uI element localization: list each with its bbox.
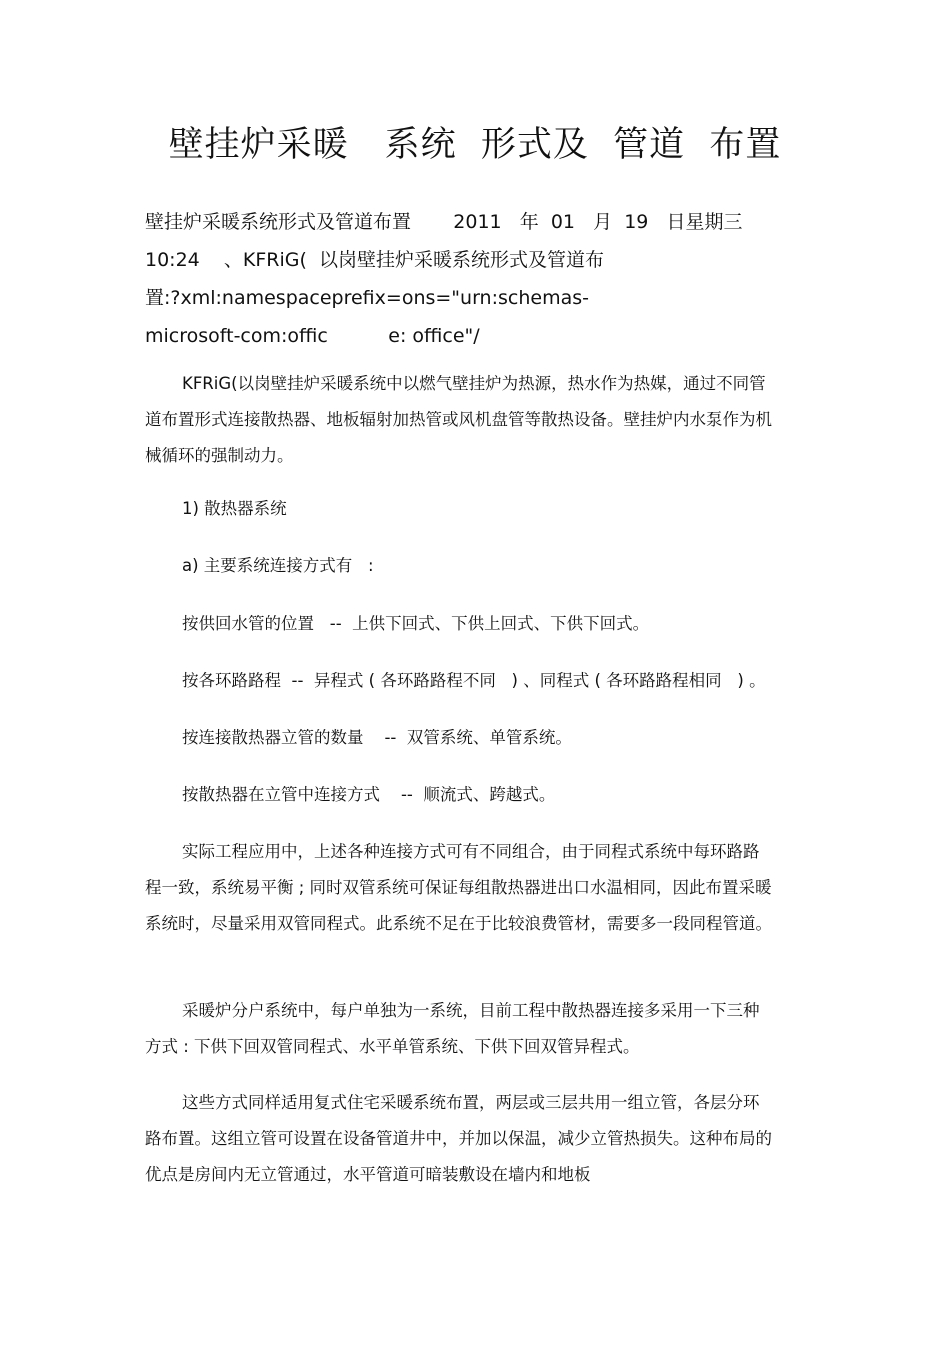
intro-paragraph: KFRiG(以岗壁挂炉采暖系统中以燃气壁挂炉为热源，热水作为热媒，通过不同管道布置形式连接散热器、地板辐射加热管或风机盘管等散热设备。壁挂炉内水泵作为机械循环的强制动力。	[145, 374, 772, 465]
paragraph-household-system: 采暖炉分户系统中，每户单独为一系统，目前工程中散热器连接多采用一下三种方式 : 下供下回双管同程式、水平单管系统、下供下回双管异程式。	[145, 1001, 760, 1056]
header-line-1: 壁挂炉采暖系统形式及管道布置 2011 年 01 月 19 日星期三	[145, 211, 743, 233]
method-riser-connection: 按散热器在立管中连接方式 -- 顺流式、跨越式。	[182, 785, 556, 804]
header-line-2: 10:24 、KFRiG( 以岗壁挂炉采暖系统形式及管道布	[145, 249, 604, 271]
paragraph-duplex-layout: 这些方式同样适用复式住宅采暖系统布置，两层或三层共用一组立管，各层分环路布置。这组立管可设置在设备管道井中，并加以保温，减少立管热损失。这种布局的优点是房间内无立管通过，水平管道可暗装敷设在墙内和地板	[145, 1093, 772, 1184]
section-heading-radiator: 1) 散热器系统	[182, 499, 287, 518]
document-title: 壁挂炉采暖 系统 形式及 管道 布置	[168, 125, 782, 165]
header-line-4: microsoft-com:offic e: office"/	[145, 325, 480, 347]
article-header	[145, 203, 785, 355]
header-line-3: 置:?xml:namespaceprefix=ons="urn:schemas-	[145, 287, 589, 309]
method-loop-path: 按各环路路程 -- 异程式 ( 各环路路程不同 ) 、同程式 ( 各环路路程相同 ) 。	[182, 671, 766, 690]
subsection-heading-connection: a) 主要系统连接方式有 :	[182, 556, 374, 575]
method-supply-return: 按供回水管的位置 -- 上供下回式、下供上回式、下供下回式。	[182, 614, 650, 633]
paragraph-application: 实际工程应用中，上述各种连接方式可有不同组合，由于同程式系统中每环路路程一致，系统易平衡 ; 同时双管系统可保证每组散热器进出口水温相同，因此布置采暖系统时，尽量采用双管同程式。此系统不足在于比较浪费管材，需要多一段同程管道。	[145, 842, 772, 933]
method-riser-count: 按连接散热器立管的数量 -- 双管系统、单管系统。	[182, 728, 572, 747]
